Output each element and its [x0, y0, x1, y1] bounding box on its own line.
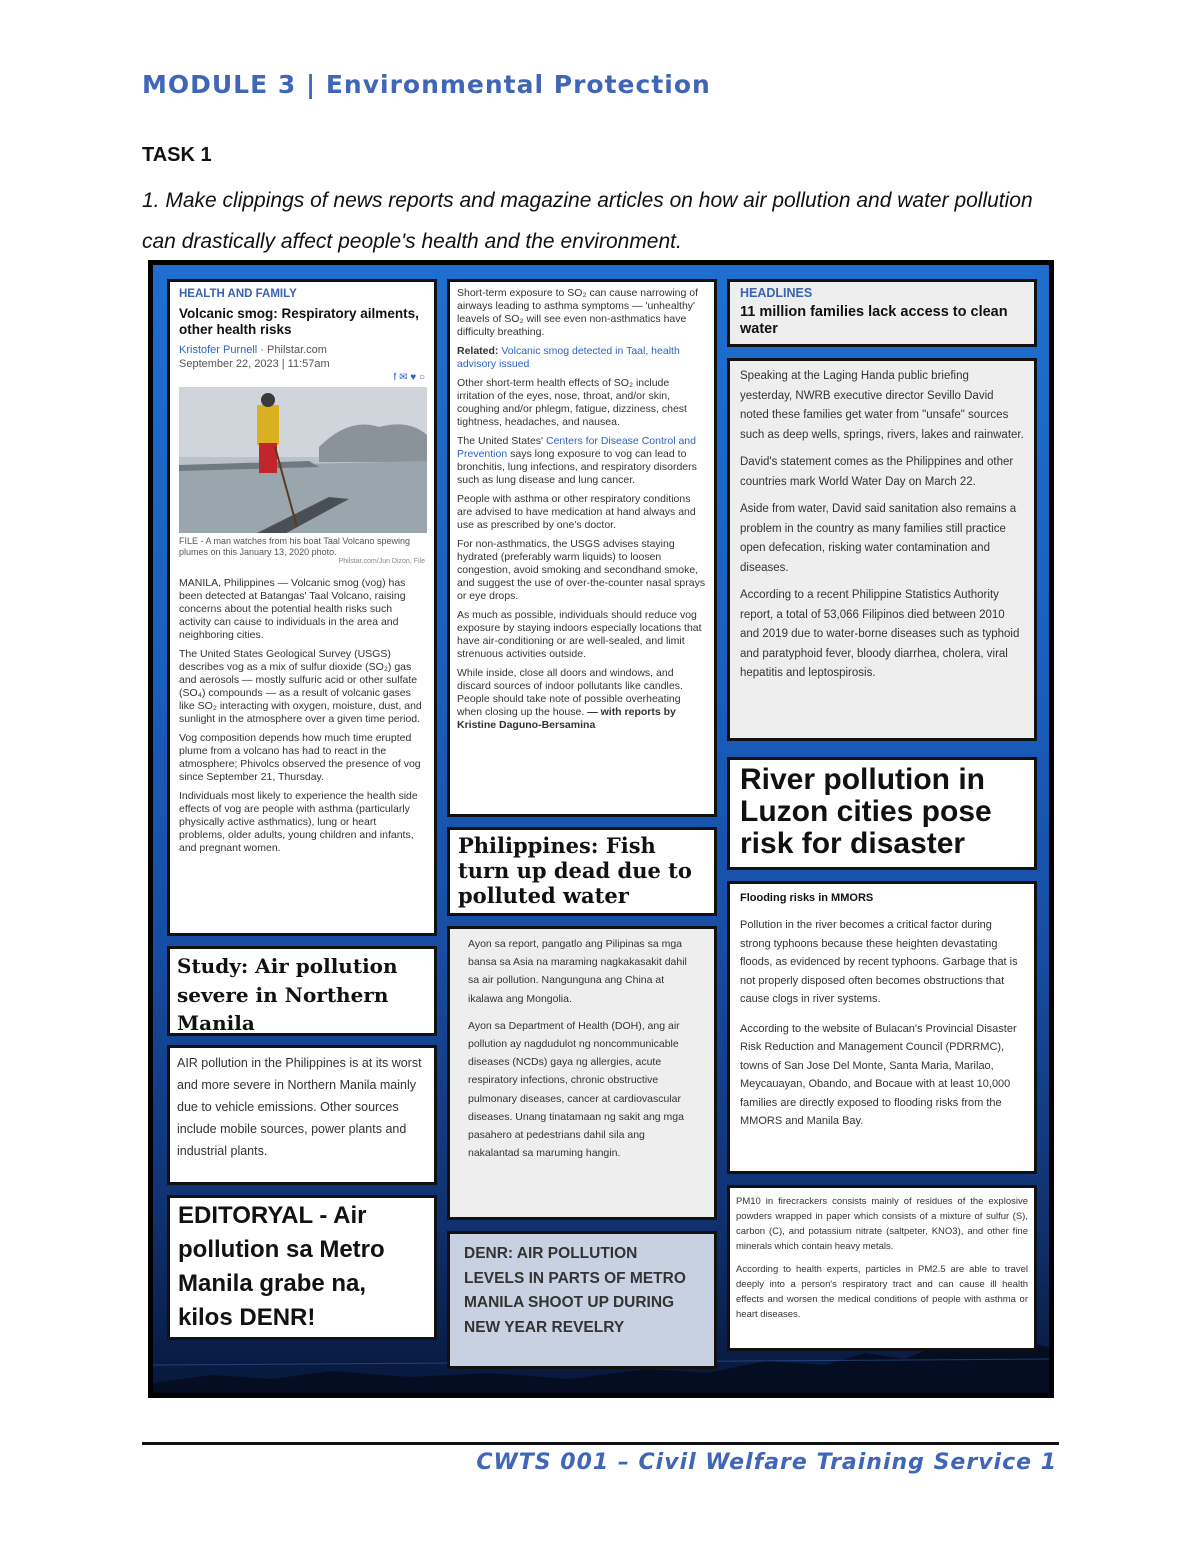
clip-kicker: HEADLINES	[740, 286, 813, 300]
news-collage	[148, 260, 1054, 1398]
clip-volcanic-smog	[167, 279, 437, 936]
article-paragraph: People with asthma or other respiratory conditions are advised to have medication at hand always and use as prescribed by one's doctor.	[457, 493, 696, 531]
related-label: Related:	[457, 345, 499, 357]
related-line	[457, 345, 707, 371]
author-link[interactable]: Kristofer Purnell	[179, 344, 258, 356]
clip-headline: Volcanic smog: Respiratory ailments, other health risks	[179, 306, 419, 337]
article-paragraph: As much as possible, individuals should reduce vog exposure by staying indoors especially locations that have air-conditioning or are well-sealed, and limit strenuous activities outside.	[457, 609, 702, 660]
clip-editoryal	[167, 1195, 437, 1340]
photo-credit: Philstar.com/Jun Dizon, File	[338, 558, 425, 565]
news-photo	[179, 387, 427, 533]
clip-headline: DENR: AIR POLLUTION LEVELS IN PARTS OF METRO MANILA SHOOT UP DURING NEW YEAR REVELRY	[464, 1245, 686, 1336]
article-paragraph: AIR pollution in the Philippines is at its worst and more severe in Northern Manila mainly due to vehicle emissions. Other sources include mobile sources, power plants and industrial plants.	[177, 1056, 422, 1158]
cdc-paragraph	[457, 435, 707, 487]
clip-headline: 11 million families lack access to clean water	[740, 304, 1008, 337]
article-paragraph: PM10 in firecrackers consists mainly of residues of the explosive powders wrapped in paper which consists of a mixture of sulfur (S), carbon (C), and potassium nitrate (saltpeter, KNO3), and other fine minerals which contain heavy metals.	[736, 1196, 1028, 1252]
clip-headline: Philippines: Fish turn up dead due to polluted water	[458, 833, 692, 908]
clip-fish-dead	[447, 827, 717, 916]
article-paragraph	[457, 667, 707, 732]
photo-caption: FILE - A man watches from his boat Taal Volcano spewing plumes on this January 13, 2020 photo.	[179, 536, 410, 557]
clip-water-article	[727, 358, 1037, 741]
article-paragraph: Vog composition depends how much time erupted plume from a volcano has had to react in the atmosphere; Phivolcs observed the presence of vog since September 21, Thursday.	[179, 732, 421, 783]
section-heading: Flooding risks in MMORS	[740, 892, 874, 904]
text-span: The United States'	[457, 435, 544, 447]
article-paragraph: Ayon sa report, pangatlo ang Pilipinas sa mga bansa sa Asia na maraming nagkakasakit dahil sa air pollution. Nangunguna ang China at ikalawa ang Mongolia.	[468, 938, 687, 1005]
article-paragraph: According to health experts, particles in PM2.5 are able to travel deeply into a person's respiratory tract and can cause ill health effects and worsen the medical conditions of people with asthma or heart diseases.	[736, 1264, 1028, 1320]
article-paragraph: Individuals most likely to experience the health side effects of vog are people with asthma (particularly physically active asthmatics), lung or heart problems, older adults, young children and infants, and pregnant women.	[179, 790, 418, 854]
clip-headline: EDITORYAL - Air pollution sa Metro Manila grabe na, kilos DENR!	[178, 1202, 385, 1331]
share-icons[interactable]: f ✉ ♥ ○	[393, 372, 425, 383]
clip-headline: River pollution in Luzon cities pose risk for disaster	[740, 763, 992, 860]
text-span: While inside, close all doors and windows, and discard sources of indoor pollutants like candles. People should take note of possible overheating when closing up the house.	[457, 667, 683, 718]
article-paragraph: For non-asthmatics, the USGS advises staying hydrated (preferably warm liquids) to loosen congestion, avoid smoking and secondhand smoke, and suggest the use of over-the-counter nasal sprays or eye drops.	[457, 538, 706, 602]
article-paragraph: Speaking at the Laging Handa public briefing yesterday, NWRB executive director Sevillo David noted these families get water from "unsafe" sources such as deep wells, springs, rivers, lakes and rainwater.	[740, 370, 1024, 441]
article-paragraph: Ayon sa Department of Health (DOH), ang air pollution ay nagdudulot ng noncommunicable diseases (NCDs) gaya ng allergies, acute respiratory infections, chronic obstructive pulmonary diseases, cancer at cardiovascular diseases. Unang tinatamaan ng sakit ang mga pasahero at pedestrians dahil sila ang nakalantad sa maruming hangin.	[468, 1019, 684, 1160]
clip-headline: Study: Air pollution severe in Northern Manila	[177, 954, 398, 1035]
article-paragraph: According to a recent Philippine Statistics Authority report, a total of 53,066 Filipinos died between 2010 and 2019 due to water-borne diseases such as typhoid and paratyphoid fever, bloody diarrhea, cholera, viral hepatitis and leptospirosis.	[740, 589, 1020, 679]
module-title: MODULE 3 | Environmental Protection	[142, 70, 711, 99]
publish-date: September 22, 2023 | 11:57am	[179, 358, 330, 370]
article-paragraph: Pollution in the river becomes a critical factor during strong typhoons because these heighten devastating floods, as evidenced by recent typhoons. Garbage that is not properly disposed often becomes obstructions that cause clogs in river systems.	[740, 919, 1018, 1005]
article-paragraph: David's statement comes as the Philippines and other countries mark World Water Day on March 22.	[740, 456, 1014, 488]
article-paragraph: MANILA, Philippines — Volcanic smog (vog) has been detected at Batangas' Taal Volcano, raising concerns about the potential health risks such activity can cause to individuals in the area and neighboring cities.	[179, 577, 406, 641]
clip-study-northern-manila	[167, 946, 437, 1036]
clip-river-pollution	[727, 757, 1037, 870]
clip-firecracker-particles	[727, 1185, 1037, 1351]
article-paragraph: Short-term exposure to SO₂ can cause narrowing of airways leading to asthma symptoms — 'unhealthy' leavels of SO₂ will see even non-asthmatics have difficulty breathing.	[457, 287, 699, 338]
article-paragraph: Other short-term health effects of SO₂ include irritation of the eyes, nose, throat, and/or skin, coughing and/or phlegm, fatigue, dizziness, chest tightness, headaches, and nausea.	[457, 377, 687, 428]
clip-so2-health-effects	[447, 279, 717, 817]
article-paragraph: Aside from water, David said sanitation also remains a problem in the country as many families still practice open defecation, risking water contamination and diseases.	[740, 503, 1017, 574]
clip-denr-new-year	[447, 1231, 717, 1369]
report-credit: — with reports by Kristine Daguno-Bersamina	[457, 706, 676, 731]
task-instruction: 1. Make clippings of news reports and magazine articles on how air pollution and water pollution can drastically affect people's health and the environment.	[142, 189, 1033, 253]
article-paragraph: According to the website of Bulacan's Provincial Disaster Risk Reduction and Management Council (PDRRMC), towns of San Jose Del Monte, Santa Maria, Marilao, Meycauayan, Obando, and Bocaue with at least 10,000 families are directly exposed to flooding risks from the MMORS and Manila Bay.	[740, 1022, 1017, 1127]
task-title: TASK 1	[142, 144, 212, 166]
clip-kicker: HEALTH AND FAMILY	[179, 288, 297, 300]
footer-divider	[142, 1442, 1059, 1445]
footer-course-title: CWTS 001 – Civil Welfare Training Service 1	[476, 1450, 1057, 1475]
clip-air-pollution-tagalog	[447, 926, 717, 1220]
clip-vehicle-emissions	[167, 1045, 437, 1185]
article-paragraph: The United States Geological Survey (USGS) describes vog as a mix of sulfur dioxide (SO₂) gas and aerosols — mostly sulfuric acid or other sulfate (SO₄) compounds — as a result of volcanic gases like SO₂ interacting with oxygen, moisture, dust, and sunlight in the atmosphere over a given time period.	[179, 648, 422, 725]
source-text: · Philstar.com	[260, 344, 327, 356]
clip-flooding-risks	[727, 881, 1037, 1174]
clip-headlines-water	[727, 279, 1037, 347]
byline	[179, 344, 425, 356]
text-span: says long exposure to vog can lead to bronchitis, lung infections, and respiratory disorders such as lung disease and lung cancer.	[457, 448, 697, 486]
cdc-link[interactable]: Centers for Disease Control and Prevention	[457, 435, 696, 460]
related-link[interactable]: Volcanic smog detected in Taal, health advisory issued	[457, 345, 680, 370]
